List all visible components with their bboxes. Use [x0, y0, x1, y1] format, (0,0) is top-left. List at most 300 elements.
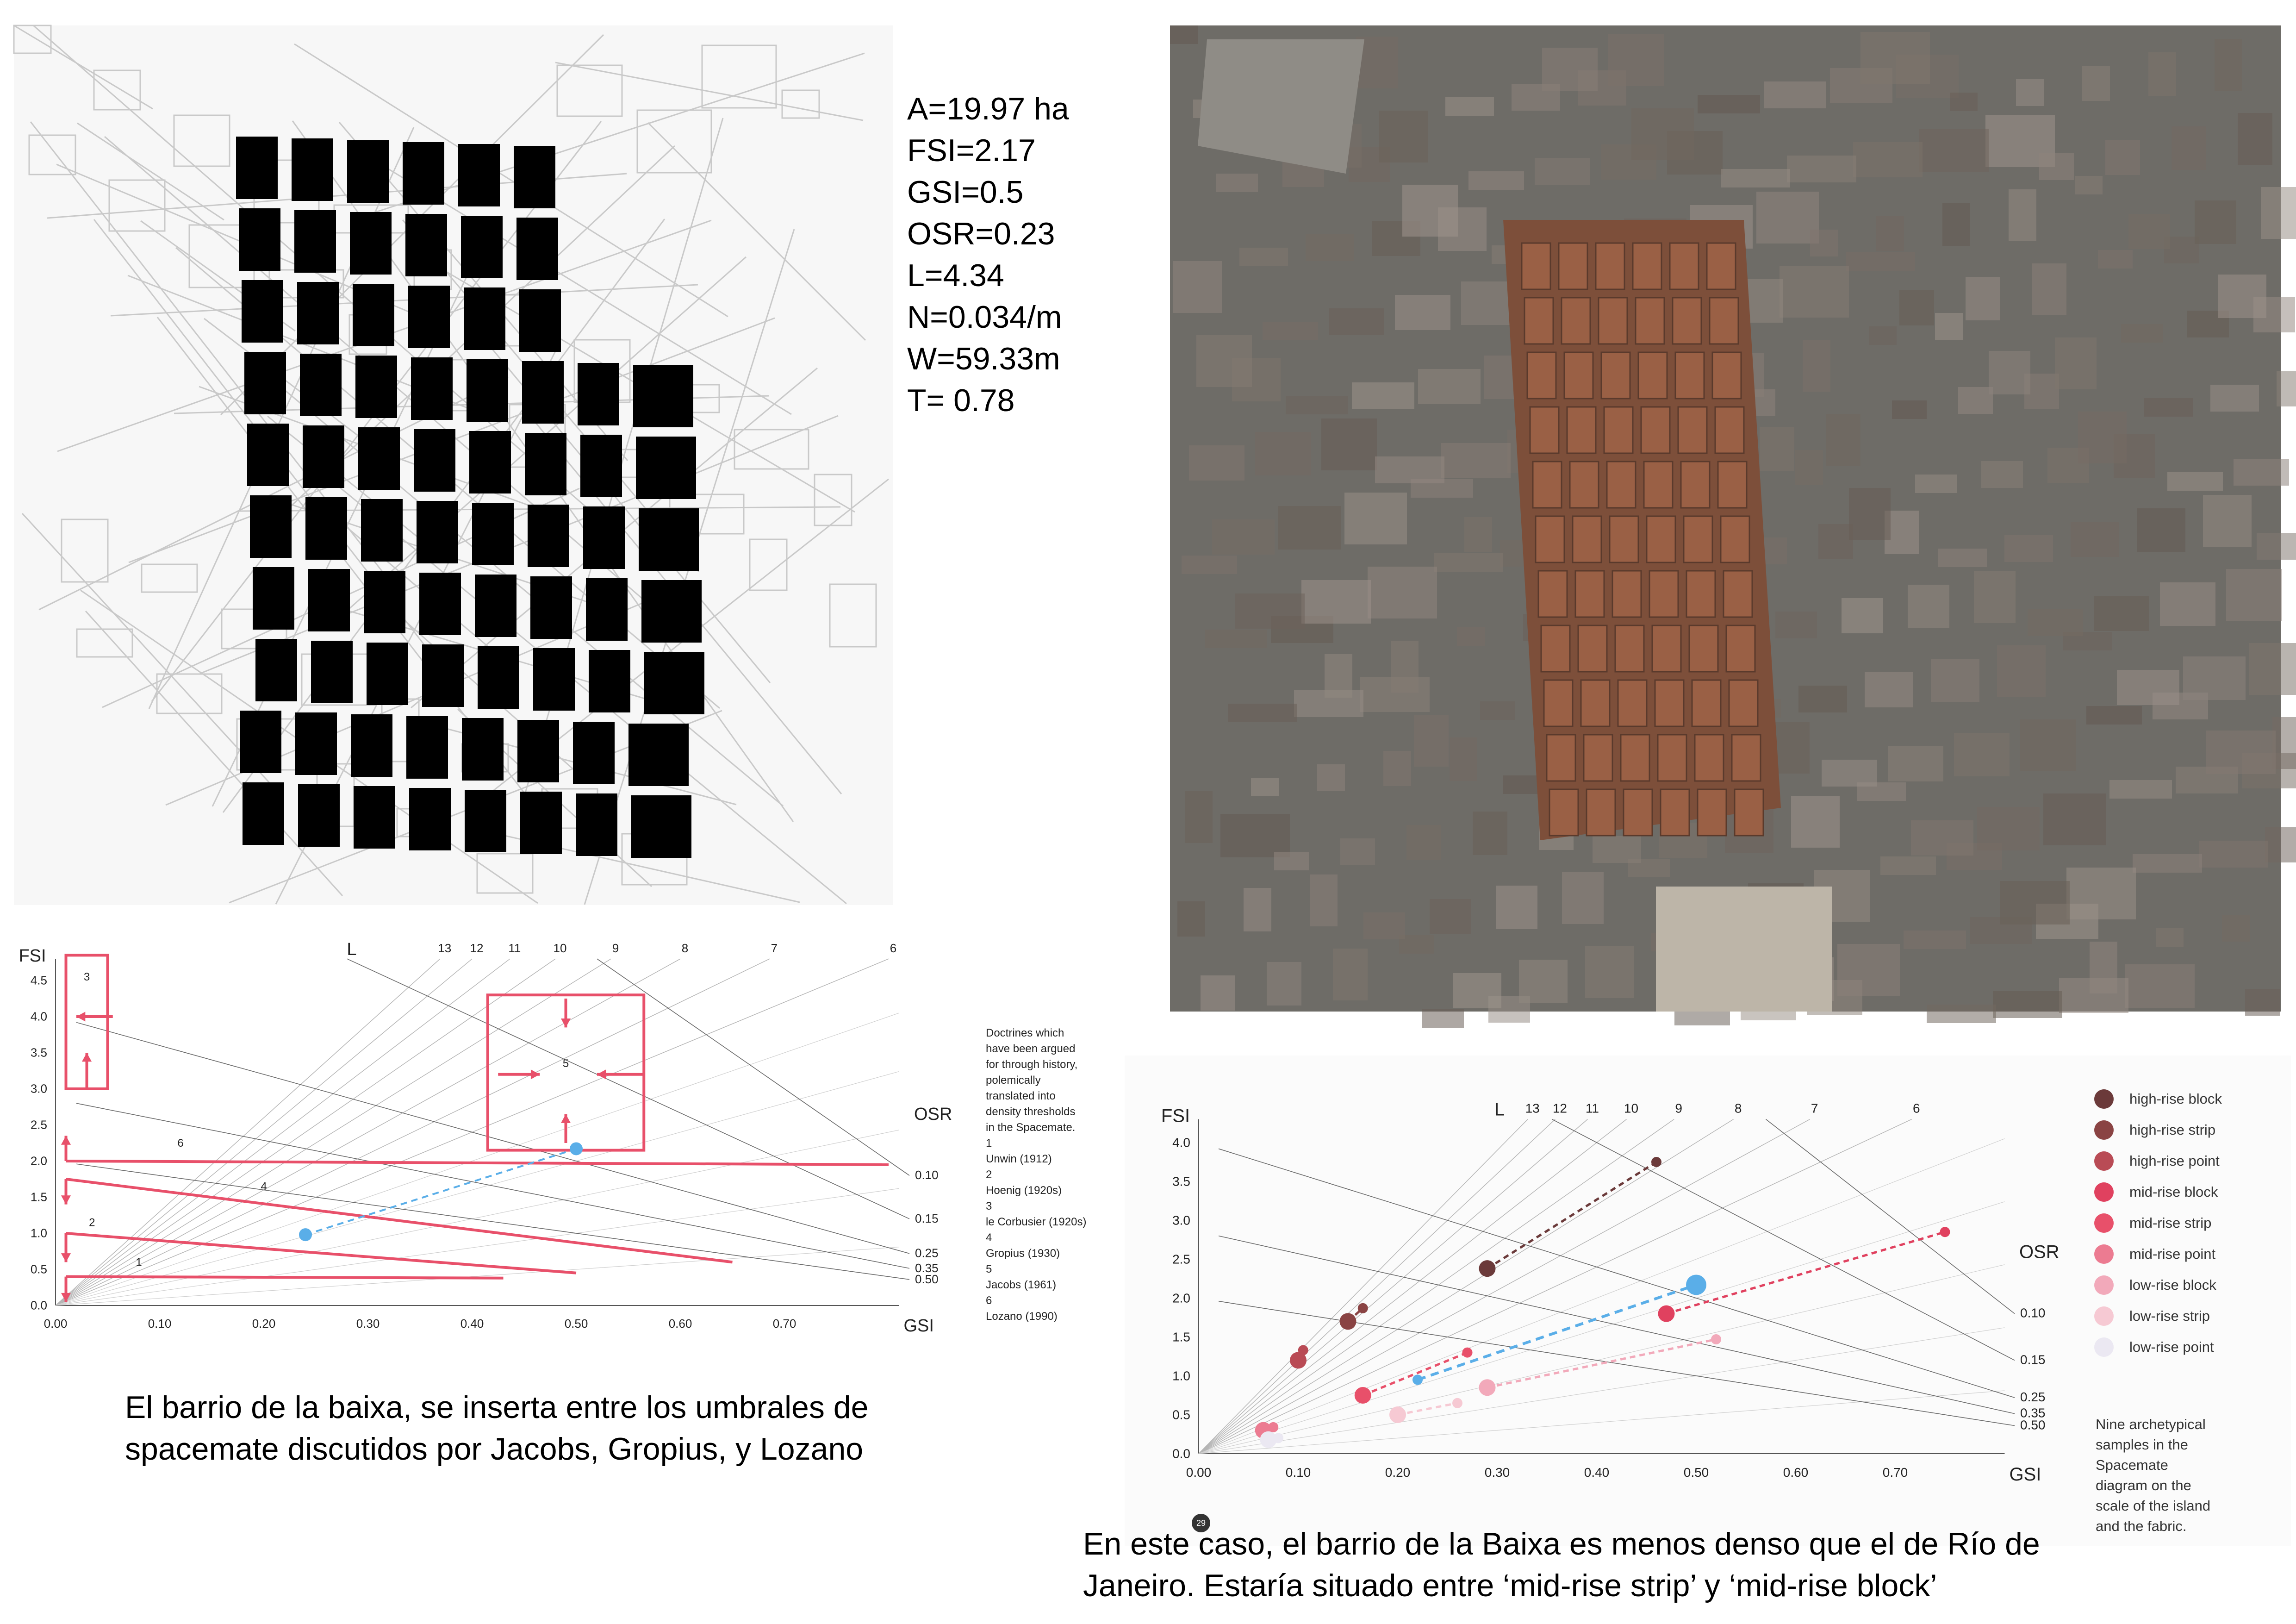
baixa-building-block [465, 790, 506, 852]
legend-swatch [2094, 1337, 2114, 1357]
aerial-building [1317, 764, 1345, 791]
threshold-hoenig [66, 1233, 577, 1273]
aerial-building [1865, 672, 1913, 707]
baixa-building-block [295, 712, 337, 775]
aerial-building [2090, 942, 2117, 993]
baixa-building-block [355, 356, 397, 418]
metric-n: N=0.034/m [907, 300, 1062, 335]
aerial-building [1402, 185, 1458, 237]
aerial-roof-block [1541, 625, 1570, 672]
aerial-building [1329, 308, 1384, 335]
baixa-building-block [297, 282, 339, 344]
x-tick-label: 0.00 [44, 1317, 68, 1330]
aerial-roof-block [1673, 298, 1701, 344]
doctrine-num: 1 [986, 1137, 992, 1149]
y-tick-label: 3.0 [1172, 1213, 1190, 1228]
praca-do-comercio-square [1656, 887, 1832, 1012]
aerial-building [2261, 187, 2296, 239]
aerial-building [2075, 176, 2103, 194]
baixa-building-block [409, 788, 451, 850]
baixa-metrics [907, 88, 1069, 421]
aerial-building [2004, 535, 2053, 562]
aerial-building [1764, 81, 1826, 108]
aerial-roof-block [1621, 735, 1649, 781]
aerial-roof-block [1655, 680, 1684, 726]
baixa-building-block [522, 361, 564, 424]
x-tick-label: 0.60 [1783, 1465, 1809, 1480]
aerial-roof-block [1636, 298, 1664, 344]
baixa-building-block [478, 646, 519, 709]
l-tick-label: 12 [1552, 1101, 1567, 1116]
aerial-building [1205, 630, 1267, 648]
archetype-point [1711, 1334, 1721, 1344]
arrow-hoenig-down-head [61, 1253, 71, 1262]
baixa-building-block [464, 287, 505, 350]
threshold-label: 3 [83, 971, 90, 983]
aerial-building [1414, 715, 1449, 767]
baixa-building-block [578, 363, 619, 425]
l-tick-label: 9 [1675, 1101, 1683, 1116]
aerial-building [1375, 456, 1444, 483]
aerial-building [1301, 580, 1371, 624]
aerial-building [2195, 200, 2236, 244]
aerial-roof-block [1536, 516, 1564, 562]
baixa-building-block [236, 137, 278, 199]
aerial-building [1542, 48, 1598, 91]
aerial-building [1911, 820, 1973, 856]
aerial-building [1989, 351, 2030, 394]
aerial-building [2167, 472, 2223, 491]
aerial-building [1457, 627, 1485, 646]
aerial-roof-block [1724, 571, 1752, 617]
baixa-building-block [250, 495, 292, 558]
baixa-building-block [641, 580, 702, 643]
aerial-building [1535, 158, 1590, 185]
baixa-point [1412, 1374, 1423, 1385]
aerial-building [1173, 261, 1222, 313]
aerial-building [1220, 814, 1290, 857]
floors-line [1199, 1391, 2005, 1454]
floors-line [1199, 1328, 2005, 1454]
legend-item [2094, 1207, 2222, 1238]
metric-l: L=4.34 [907, 258, 1004, 293]
aerial-roof-block [1612, 571, 1641, 617]
street-line [555, 62, 863, 120]
floors-line [56, 1188, 899, 1305]
archetype-point [1462, 1348, 1473, 1358]
aerial-roof-block [1618, 680, 1647, 726]
baixa-building-block [292, 138, 333, 201]
aerial-roof-block [1698, 789, 1726, 836]
aerial-roof-block [1721, 516, 1749, 562]
baixa-building-block [405, 214, 447, 276]
floors-line [56, 959, 680, 1305]
aerial-roof-block [1633, 243, 1661, 289]
legend-swatch [2094, 1151, 2114, 1171]
metric-fsi: FSI=2.17 [907, 133, 1036, 168]
baixa-building-block [461, 216, 503, 278]
aerial-building [2128, 214, 2170, 249]
aerial-building [1333, 949, 1368, 1000]
arrow-jacobs-up-head [561, 1114, 571, 1123]
baixa-building-block [419, 573, 461, 635]
aerial-building [2078, 412, 2127, 463]
aerial-building [1899, 290, 1934, 325]
doctrines-intro-5: density thresholds [986, 1106, 1076, 1118]
aerial-building [1310, 874, 1338, 926]
l-tick-label: 10 [1624, 1101, 1639, 1116]
floors-line [1199, 1202, 2005, 1454]
urban-block-outline [29, 135, 75, 175]
y-tick-label: 2.5 [30, 1118, 47, 1132]
aerial-building [2105, 140, 2140, 175]
aerial-building [1997, 645, 2046, 697]
threshold-label: 5 [562, 1057, 569, 1070]
urban-block-outline [142, 564, 197, 592]
legend-swatch [2094, 1213, 2114, 1233]
aerial-building [2218, 275, 2266, 318]
aerial-building [1406, 825, 1441, 860]
floors-line [56, 1072, 899, 1305]
arrow-jacobs-down-head [561, 1018, 571, 1027]
doctrines-intro-0: Doctrines which [986, 1027, 1064, 1039]
archetype-point [1940, 1227, 1950, 1237]
osr-line [1219, 1149, 2015, 1398]
aerial-building [1418, 369, 1481, 404]
osr-tick-label: 0.50 [915, 1272, 939, 1286]
aerial-roof-block [1735, 789, 1763, 836]
aerial-building [1519, 960, 1568, 1003]
aerial-roof-block [1695, 735, 1724, 781]
doctrines-list [986, 1025, 1115, 1324]
l-tick-label: 6 [890, 941, 897, 956]
doctrines-intro-2: for through history, [986, 1058, 1078, 1071]
baixa-building-block [411, 357, 453, 420]
aerial-building [2121, 324, 2163, 343]
x-tick-label: 0.70 [1882, 1465, 1908, 1480]
aerial-roof-block [1726, 625, 1755, 672]
urban-block-outline [830, 584, 876, 647]
aerial-roof-block [1578, 625, 1607, 672]
urban-block-outline [174, 115, 230, 166]
baixa-building-block [253, 567, 294, 630]
aerial-building [2020, 719, 2076, 771]
y-tick-label: 1.5 [30, 1190, 47, 1204]
aerial-building [1344, 493, 1407, 544]
baixa-building-block [305, 497, 347, 560]
archetype-point [1479, 1379, 1496, 1396]
aerial-roof-block [1624, 789, 1652, 836]
baixa-building-block [300, 354, 342, 416]
caption-left-line2: spacemate discutidos por Jacobs, Gropius, y Lozano [125, 1431, 864, 1467]
x-tick-label: 0.70 [772, 1317, 796, 1330]
caption-left-line1: El barrio de la baixa, se inserta entre los umbrales de [125, 1390, 869, 1425]
baixa-point [299, 1228, 312, 1241]
aerial-roof-block [1610, 516, 1638, 562]
threshold-label: 2 [89, 1216, 95, 1229]
aerial-building [1846, 252, 1915, 271]
legend-label: high-rise strip [2129, 1121, 2216, 1138]
aerial-building [2148, 52, 2176, 96]
aerial-building [1450, 737, 1477, 781]
aerial-roof-block [1686, 571, 1715, 617]
floors-line [1199, 1119, 1674, 1454]
aerial-roof-block [1547, 735, 1575, 781]
aerial-building [2082, 66, 2110, 101]
aerial-building [1263, 322, 1318, 340]
baixa-building-block [361, 499, 403, 562]
urban-block-outline [782, 90, 819, 118]
arrow-lozano-up-head [61, 1136, 71, 1144]
aerial-building [1177, 901, 1205, 937]
aerial-building [2249, 643, 2296, 695]
baixa-building-block [576, 793, 617, 856]
archetype-dashed-line [1487, 1162, 1657, 1268]
x-tick-label: 0.60 [668, 1317, 692, 1330]
baixa-building-block [243, 782, 284, 845]
osr-tick-label: 0.50 [2020, 1418, 2046, 1432]
caption-right-line1: En este caso, el barrio de la Baixa es menos denso que el de Río de [1083, 1526, 2040, 1562]
aerial-building [1441, 443, 1511, 478]
osr-tick-label: 0.15 [2020, 1352, 2046, 1367]
aerial-building [2210, 385, 2259, 412]
osr-axis-label: OSR [2019, 1242, 2060, 1262]
baixa-building-block [367, 643, 408, 705]
aerial-building [1255, 432, 1311, 475]
aerial-roof-block [1692, 680, 1721, 726]
aerial-roof-block [1524, 298, 1553, 344]
aerial-building [2117, 670, 2179, 705]
aerial-roof-block [1538, 571, 1567, 617]
baixa-building-block [417, 501, 458, 563]
metric-area: A=19.97 ha [907, 91, 1069, 126]
aerial-building [1189, 445, 1244, 481]
legend-label: low-rise point [2129, 1338, 2214, 1355]
baixa-building-block [533, 648, 575, 711]
floors-line [56, 959, 510, 1305]
legend-label: high-rise block [2129, 1090, 2222, 1107]
legend-label: low-rise strip [2129, 1307, 2210, 1324]
baixa-building-block [244, 352, 286, 414]
page-number: 29 [1196, 1518, 1206, 1528]
aerial-building [1251, 778, 1279, 796]
aerial-building [1379, 111, 1428, 162]
doctrine-num: 3 [986, 1200, 992, 1212]
aerial-building [1721, 169, 1790, 187]
aerial-roof-block [1564, 352, 1593, 399]
threshold-label: 1 [136, 1256, 142, 1269]
l-tick-label: 8 [681, 941, 689, 956]
aerial-building [1434, 553, 1503, 572]
baixa-building-block [408, 286, 450, 348]
doctrine-name: Gropius (1930) [986, 1247, 1060, 1260]
aerial-roof-block [1707, 243, 1736, 289]
aerial-roof-block [1544, 680, 1573, 726]
urban-block-outline [62, 519, 108, 582]
y-tick-label: 3.0 [30, 1081, 47, 1096]
baixa-building-block [294, 210, 336, 273]
legend-label: high-rise point [2129, 1152, 2220, 1169]
aerial-building [2257, 533, 2296, 560]
aerial-building [1818, 524, 1853, 559]
aerial-roof-block [1599, 298, 1627, 344]
doctrines-intro-4: translated into [986, 1090, 1056, 1102]
aerial-svg [1170, 25, 2281, 1012]
baixa-building-block [240, 711, 281, 773]
doctrine-num: 6 [986, 1294, 992, 1307]
aerial-building [1340, 838, 1375, 865]
aerial-building [2098, 250, 2133, 269]
aerial-building [1608, 34, 1664, 86]
baixa-dashed-line [1418, 1285, 1696, 1380]
legend-label: mid-rise block [2129, 1183, 2218, 1200]
aerial-building [1352, 382, 1414, 409]
aerial-building [1942, 203, 1970, 246]
aerial-building [2125, 964, 2195, 1008]
threshold-label: 4 [261, 1180, 267, 1193]
aerial-building [2016, 79, 2044, 106]
caption-right [1083, 1523, 2040, 1606]
aerial-roof-block [1573, 516, 1601, 562]
aerial-building [2009, 189, 2036, 241]
aerial-building [1585, 946, 1634, 998]
aerial-building [1798, 686, 1847, 712]
y-axis-label: FSI [19, 946, 46, 966]
arrow-corbusier-left-head [76, 1012, 85, 1021]
threshold-gropius [66, 1179, 733, 1262]
aerial-building [2043, 793, 2106, 845]
x-tick-label: 0.30 [356, 1317, 380, 1330]
aerial-building [1453, 973, 1501, 1008]
x-tick-label: 0.40 [460, 1317, 484, 1330]
aerial-roof-block [1729, 680, 1758, 726]
aerial-building [1445, 97, 1494, 116]
aerial-roof-block [1570, 462, 1599, 508]
aerial-roof-block [1604, 407, 1633, 453]
aerial-building [1993, 991, 2062, 1018]
doctrine-num: 4 [986, 1231, 992, 1244]
osr-tick-label: 0.25 [915, 1246, 939, 1260]
aerial-building [1842, 598, 1883, 633]
y-tick-label: 0.0 [1172, 1446, 1190, 1461]
aerial-building [1274, 852, 1309, 870]
aerial-building [2277, 371, 2296, 406]
legend-label: mid-rise strip [2129, 1214, 2212, 1231]
aerial-building [2133, 854, 2202, 873]
aerial-building [1473, 812, 1507, 855]
archetypes-legend [2094, 1083, 2222, 1362]
baixa-figure-ground-map [14, 25, 893, 905]
aerial-roof-block [1684, 516, 1712, 562]
y-tick-label: 1.0 [30, 1226, 47, 1240]
baixa-building-block [639, 508, 699, 571]
aerial-roof-block [1596, 243, 1624, 289]
doctrine-name: Hoenig (1920s) [986, 1184, 1062, 1197]
aerial-building [2215, 39, 2242, 91]
floors-line [1199, 1119, 1912, 1454]
baixa-building-block [462, 718, 504, 781]
aerial-building [1966, 277, 2000, 320]
archetype-point [1340, 1313, 1356, 1330]
aerial-building [1496, 886, 1537, 929]
aerial-roof-block [1681, 462, 1710, 508]
floors-line [1199, 1119, 1555, 1454]
aerial-building [1306, 234, 1354, 261]
aerial-building [2000, 881, 2070, 924]
aerial-building [1915, 475, 1957, 493]
aerial-building [1430, 899, 1471, 934]
aerial-building [1888, 746, 1943, 781]
aerial-building [1631, 108, 1694, 160]
aerial-roof-block [1732, 735, 1761, 781]
aerial-building [1950, 93, 1978, 111]
aerial-roof-block [1710, 298, 1738, 344]
aerial-building [1904, 931, 1966, 949]
aerial-building [1216, 174, 1258, 192]
aerial-building [1185, 791, 1213, 843]
aerial-roof-block [1615, 625, 1644, 672]
aerial-roof-block [1601, 352, 1630, 399]
aerial-building [2094, 596, 2149, 631]
l-tick-label: 7 [771, 941, 778, 956]
baixa-building-block [406, 716, 448, 779]
osr-tick-label: 0.15 [915, 1211, 939, 1225]
aerial-building [1958, 387, 1993, 414]
aerial-building [2039, 153, 2074, 180]
aerial-building [1383, 751, 1411, 786]
legend-item [2094, 1331, 2222, 1362]
aerial-roof-block [1715, 407, 1744, 453]
baixa-point [1686, 1274, 1706, 1295]
baixa-building-block [573, 722, 615, 784]
baixa-building-block [353, 284, 394, 346]
l-tick-label: 10 [553, 941, 567, 956]
baixa-building-block [589, 650, 630, 712]
baixa-building-block [469, 431, 511, 493]
y-tick-label: 2.0 [1172, 1291, 1190, 1305]
baixa-building-block [528, 505, 569, 567]
floors-line [56, 959, 440, 1305]
l-tick-label: 13 [1525, 1101, 1540, 1116]
x-tick-label: 0.10 [1285, 1465, 1311, 1480]
legend-item [2094, 1145, 2222, 1176]
y-tick-label: 3.5 [30, 1045, 47, 1060]
doctrines-intro-1: have been argued [986, 1043, 1076, 1055]
aerial-building [2066, 868, 2136, 919]
caption-right-line2: Janeiro. Estaría situado entre ‘mid-rise strip’ y ‘mid-rise block’ [1083, 1568, 1937, 1603]
aerial-building [1775, 612, 1817, 638]
doctrine-num: 2 [986, 1168, 992, 1181]
baixa-building-block [628, 724, 689, 786]
aerial-building [2183, 656, 2246, 700]
aerial-building [1880, 856, 1936, 875]
baixa-building-block [242, 280, 283, 343]
aerial-building [1756, 192, 1819, 244]
urban-block-outline [750, 539, 787, 590]
spacemate-thresholds-chart [0, 917, 952, 1352]
baixa-building-block [298, 784, 340, 847]
aerial-roof-block [1530, 407, 1559, 453]
aerial-roof-block [1675, 352, 1704, 399]
aerial-building [2144, 398, 2193, 417]
archetypes-note [2096, 1414, 2262, 1537]
baixa-building-block [354, 786, 395, 849]
doctrine-name: le Corbusier (1920s) [986, 1216, 1087, 1228]
aerial-building [2055, 337, 2097, 389]
archetype-dashed-line [1363, 1353, 1468, 1395]
note-line: samples in the [2096, 1437, 2188, 1453]
chart1-svg [0, 917, 952, 1352]
